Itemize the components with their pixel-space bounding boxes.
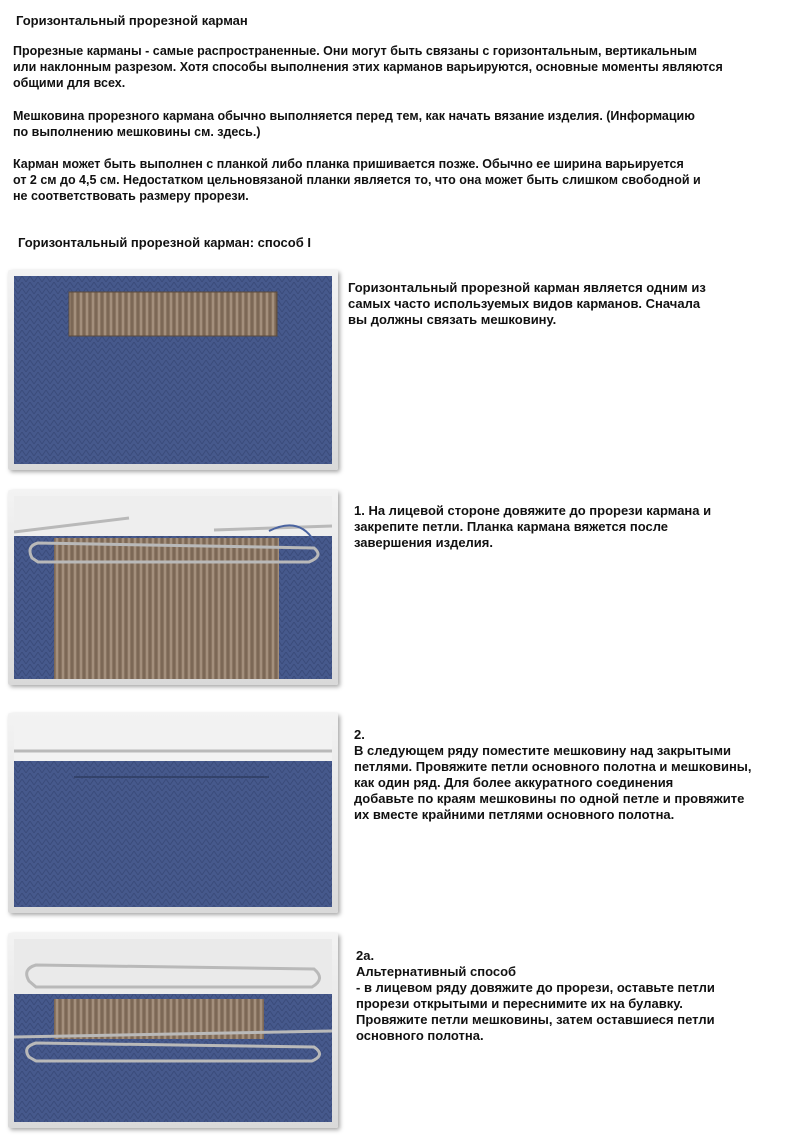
step-3-photo bbox=[8, 933, 338, 1128]
intro-paragraph-2: Мешковина прорезного кармана обычно выполняется перед тем, как начать вязание изделия. (Информацию по выполнению мешковины см. здесь.) bbox=[13, 109, 695, 139]
step-2-photo bbox=[8, 713, 338, 913]
knit-pin-image bbox=[14, 496, 332, 679]
step-0-text: Горизонтальный прорезной карман является одним из самых часто используемых видов карманов. Сначала вы должны связать мешковину. bbox=[348, 280, 706, 327]
step-0-photo bbox=[8, 270, 338, 470]
section-subheading: Горизонтальный прорезной карман: способ I bbox=[18, 235, 311, 250]
intro-paragraph-3: Карман может быть выполнен с планкой либо планка пришивается позже. Обычно ее ширина варьируется от 2 см до 4,5 см. Недостатком цельновязаной планки является то, что она может быть слишком свободной и не соответствовать размеру прорези. bbox=[13, 157, 701, 203]
knit-alternative-image bbox=[14, 939, 332, 1122]
knit-fabric-image bbox=[14, 276, 332, 464]
page-title: Горизонтальный прорезной карман bbox=[16, 13, 248, 28]
step-2-text: 2. В следующем ряду поместите мешковину над закрытыми петлями. Провяжите петли основного полотна и мешковины, как один ряд. Для более аккуратного соединения добавьте по краям мешковины по одной петле и провяжите их вместе крайними петлями основного полотна. bbox=[354, 727, 752, 822]
knit-joined-image bbox=[14, 719, 332, 907]
step-1-text: 1. На лицевой стороне довяжите до прорези кармана и закрепите петли. Планка кармана вяжется после завершения изделия. bbox=[354, 503, 712, 550]
step-1-photo bbox=[8, 490, 338, 685]
step-3-text: 2а. Альтернативный способ - в лицевом ряду довяжите до прорези, оставьте петли прорези открытыми и переснимите их на булавку. Провяжите петли мешковины, затем оставшиеся петли основного полотна. bbox=[356, 948, 715, 1043]
intro-paragraph-1: Прорезные карманы - самые распространенные. Они могут быть связаны с горизонтальным, вертикальным или наклонным разрезом. Хотя способы выполнения этих карманов варьируются, основные моменты являются общими для всех. bbox=[13, 44, 723, 90]
